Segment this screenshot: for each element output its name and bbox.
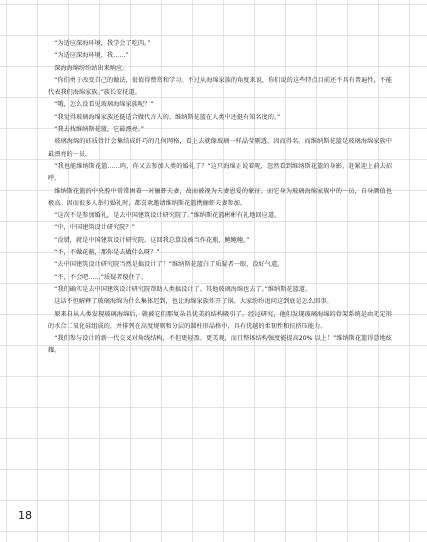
paragraph: “我去找维纳斯花篮，它最漂亮。”	[48, 126, 145, 134]
paragraph: 维纳斯花篮的中央腔中常常困着一对俪虾夫妻，故而被视为夫妻恩爱的象征。而它身为玻璃海绵家族中的一员，自身颜值也极高。因而很多人举行婚礼时，都喜欢邀请维纳斯花篮携俪虾夫妻参加。	[48, 187, 392, 207]
paragraph: “没错，就是中国建筑设计研究院。这回我总算没被当作花瓶，鲍鲍鲍。”	[48, 236, 250, 244]
paragraph: “我们确实是去中国建筑设计研究院帮助人类搞设计了。其他玻璃海绵也去了。”维纳斯花篮道。	[48, 285, 312, 293]
paragraph: “为适应深海环境，我……”	[48, 52, 129, 60]
paragraph: 这话不但解释了玻璃海绵为什么集体迟到，也让海绵家族炸开了锅。大家纷纷追问这到底是怎么回事。	[48, 298, 333, 306]
paragraph: “中，中国建筑设计研究院？”	[48, 224, 135, 232]
paragraph: 原来自从人类发现玻璃海绵后，就被它们那复杂且优美的结构吸引了。经过研究，他们发现玻璃海绵的骨架系统是由无定形的水合二氧化硅组成的，并排列在高度规则和分层的圆柱形晶格中，具有优越的柔韧性和抗挤压能力。	[48, 310, 392, 330]
paragraph: “你们勇于改变自己的做法，很值得赞赏和学习。不过从海绵家族的角度来说，你们说的这些特点目前还不具有普遍性，不能代表我们海绵家族。”族长安抚道。	[48, 76, 392, 97]
paragraph: “去中国建筑设计研究院当然是搞设计了！”维纳斯花篮白了质疑者一眼，没好气道。	[48, 261, 284, 269]
paragraph: “我也能维纳斯花篮……呜，你又去参加人类的婚礼了？”这只海绵正说着呢，忽然看到维纳斯花篮的身影，赶紧迎上前去招呼。	[48, 162, 392, 183]
paragraph: “哦，怎么没看见玻璃海绵家族呢？”	[48, 101, 154, 109]
paragraph: 玻璃海绵的硅质骨针会集结成纤巧的几何网格，看上去就像玻璃一样晶莹剔透，因而得名。而维纳斯花篮是玻璃海绵家族中最漂亮的一员。	[48, 138, 392, 158]
paragraph: “为适应深海环境，我学会了吃肉。”	[48, 40, 151, 47]
page-number: 18	[18, 509, 32, 522]
paragraph: “不，不做花瓶，那你是去做什么呀？”	[48, 249, 160, 257]
paragraph: “不，不会吧……”质疑者傻住了。	[48, 273, 148, 281]
paragraph: 深海海绵纷纷站出来响应。	[48, 64, 129, 72]
paragraph: “我觉得玻璃海绵家族还挺适合做代言人的。维纳斯花篮在人类中还挺有知名度的。”	[48, 113, 281, 121]
paragraph: “这次不是参加婚礼，是去中国建筑设计研究院了。”维纳斯花篮彬彬有礼地回应道。	[48, 212, 281, 220]
paragraph: “我们参与设计的新一代交叉对角线结构，不但更轻盈、更美观，而且整体结构强度能提高20% 以上！”维纳斯花篮得意地炫耀。	[48, 335, 392, 355]
body-text	[48, 38, 392, 358]
